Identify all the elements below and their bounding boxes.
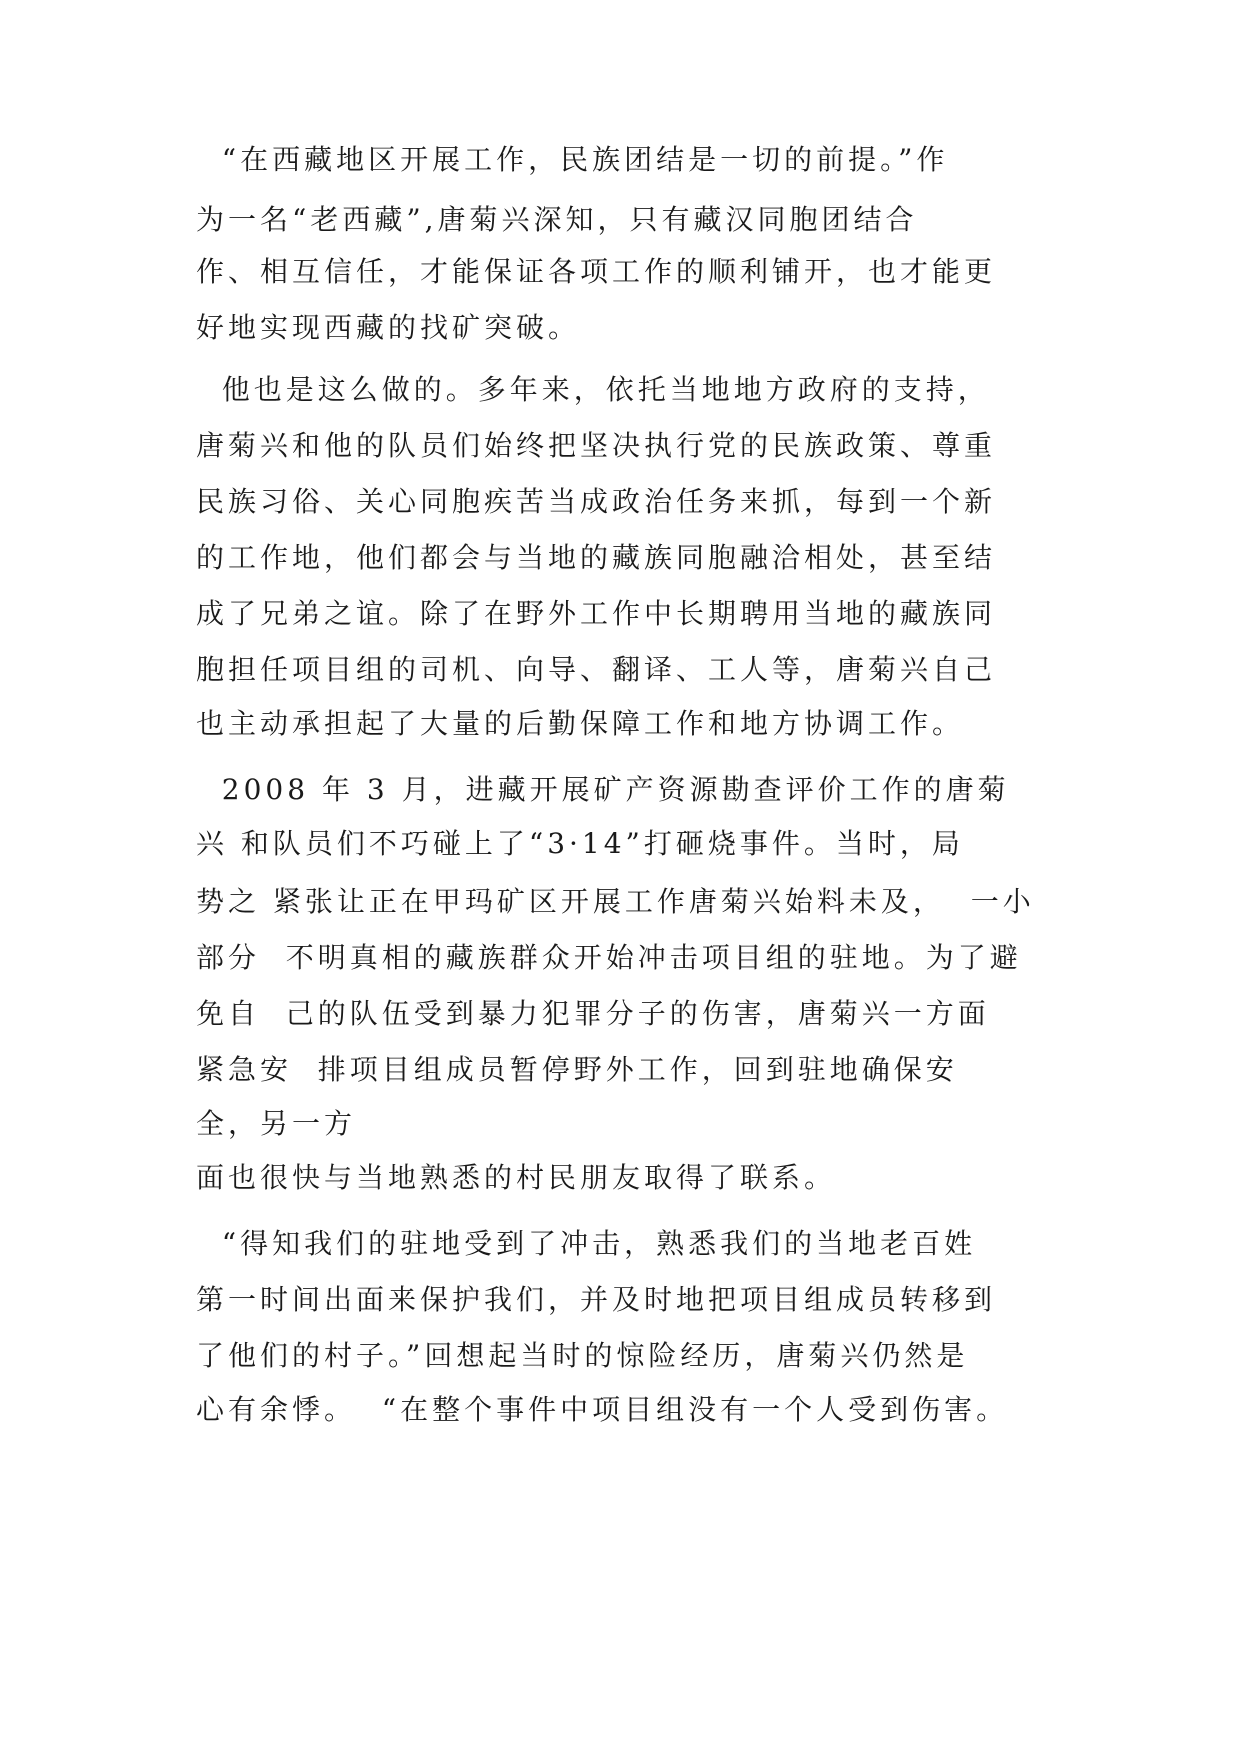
text-line: 了他们的村子。”回想起当时的惊险经历，唐菊兴仍然是 xyxy=(196,1339,969,1372)
text-line: 民族习俗、关心同胞疾苦当成政治任务来抓，每到一个新 xyxy=(196,485,997,518)
text-line: 好地实现西藏的找矿突破。 xyxy=(196,311,581,344)
text-line: 成了兄弟之谊。除了在野外工作中长期聘用当地的藏族同 xyxy=(196,597,997,630)
text-line: 势之 紧张让正在甲玛矿区开展工作唐菊兴始料未及， 一小 xyxy=(196,885,1035,918)
text-line: 部分 不明真相的藏族群众开始冲击项目组的驻地。为了避 xyxy=(196,941,1022,974)
text-line: “在西藏地区开展工作，民族团结是一切的前提。”作 xyxy=(196,143,949,176)
text-line: 全，另一方 xyxy=(196,1107,357,1140)
text-line: 兴 和队员们不巧碰上了“3·14”打砸烧事件。当时，局 xyxy=(196,827,964,860)
text-line: 唐菊兴和他的队员们始终把坚决执行党的民族政策、尊重 xyxy=(196,429,997,462)
text-line: “得知我们的驻地受到了冲击，熟悉我们的当地老百姓 xyxy=(196,1227,977,1260)
text-line: 也主动承担起了大量的后勤保障工作和地方协调工作。 xyxy=(196,707,965,740)
text-line: 面也很快与当地熟悉的村民朋友取得了联系。 xyxy=(196,1161,837,1194)
text-line: 紧急安 排项目组成员暂停野外工作，回到驻地确保安 xyxy=(196,1053,958,1086)
text-line: 2008 年 3 月，进藏开展矿产资源勘查评价工作的唐菊 xyxy=(196,773,1010,806)
text-line: 胞担任项目组的司机、向导、翻译、工人等，唐菊兴自己 xyxy=(196,653,997,686)
text-line: 为一名“老西藏”,唐菊兴深知，只有藏汉同胞团结合 xyxy=(196,203,918,236)
text-line: 第一时间出面来保护我们，并及时地把项目组成员转移到 xyxy=(196,1283,997,1316)
text-line: 心有余悸。 “在整个事件中项目组没有一个人受到伤害。 xyxy=(196,1393,1009,1426)
text-line: 免自 己的队伍受到暴力犯罪分子的伤害，唐菊兴一方面 xyxy=(196,997,990,1030)
text-line: 的工作地，他们都会与当地的藏族同胞融洽相处，甚至结 xyxy=(196,541,997,574)
text-line: 他也是这么做的。多年来，依托当地地方政府的支持， xyxy=(196,373,990,406)
text-line: 作、相互信任，才能保证各项工作的顺利铺开，也才能更 xyxy=(196,255,997,288)
